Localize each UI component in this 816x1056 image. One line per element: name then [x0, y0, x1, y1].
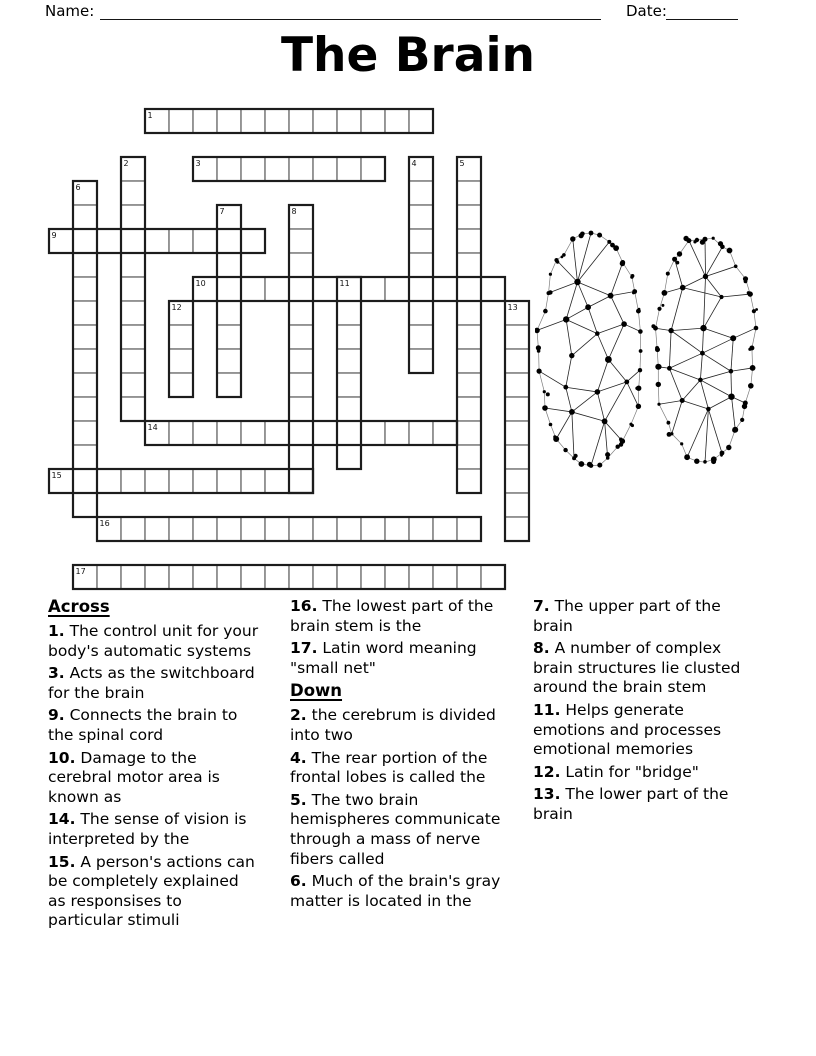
grid-cell	[121, 373, 145, 397]
grid-cell	[457, 349, 481, 373]
cell-number: 11	[339, 279, 350, 288]
grid-cell	[433, 517, 457, 541]
grid-cell	[457, 469, 481, 493]
clue-number: 1.	[48, 622, 65, 640]
grid-cell	[409, 109, 433, 133]
grid-cell	[121, 229, 145, 253]
grid-cell	[289, 373, 313, 397]
grid-cell	[337, 325, 361, 349]
grid-cell	[73, 301, 97, 325]
grid-cell	[361, 517, 385, 541]
clue-down-6: 6. Much of the brain's gray matter is located in the	[290, 872, 501, 910]
date-label: Date:	[626, 2, 667, 20]
cell-number: 1	[147, 111, 153, 120]
grid-cell	[361, 157, 385, 181]
grid-cell	[337, 565, 361, 589]
grid-cell	[121, 253, 145, 277]
grid-cell	[289, 469, 313, 493]
grid-cell	[313, 565, 337, 589]
grid-cell	[73, 445, 97, 469]
grid-cell	[457, 301, 481, 325]
grid-cell	[289, 397, 313, 421]
grid-cell	[505, 445, 529, 469]
grid-cell	[265, 565, 289, 589]
grid-cell	[457, 445, 481, 469]
grid-cell	[289, 277, 313, 301]
grid-cell	[73, 277, 97, 301]
grid-cell	[457, 325, 481, 349]
grid-cell	[337, 421, 361, 445]
cell-number: 15	[51, 471, 62, 480]
grid-cell	[289, 517, 313, 541]
grid-cell	[289, 325, 313, 349]
cell-number: 5	[459, 159, 465, 168]
page-title: The Brain	[280, 28, 536, 83]
clue-across-17: 17. Latin word meaning "small net"	[290, 639, 477, 677]
grid-cell	[481, 277, 505, 301]
clue-number: 7.	[533, 597, 550, 615]
grid-cell	[433, 565, 457, 589]
grid-cell	[505, 493, 529, 517]
grid-cell	[193, 109, 217, 133]
grid-cell	[73, 397, 97, 421]
grid-cell	[505, 325, 529, 349]
grid-cell	[169, 349, 193, 373]
grid-cell	[121, 301, 145, 325]
clue-down-11: 11. Helps generate emotions and processes emotional memories	[533, 700, 722, 759]
grid-cell	[313, 421, 337, 445]
grid-cell	[457, 205, 481, 229]
cell-number: 7	[219, 207, 225, 216]
grid-cell	[361, 277, 385, 301]
cell-number: 8	[291, 207, 297, 216]
grid-cell	[193, 565, 217, 589]
grid-cell	[145, 565, 169, 589]
grid-cell	[385, 517, 409, 541]
grid-cell	[73, 493, 97, 517]
clue-number: 2.	[290, 706, 307, 725]
grid-cell	[217, 157, 241, 181]
grid-cell	[385, 421, 409, 445]
right-hemisphere	[651, 236, 758, 464]
grid-cell	[217, 373, 241, 397]
grid-cell	[457, 517, 481, 541]
grid-cell	[505, 397, 529, 421]
grid-cell	[97, 469, 121, 493]
grid-cell	[73, 325, 97, 349]
grid-cell	[289, 229, 313, 253]
grid-cell	[505, 421, 529, 445]
across-heading: Across	[48, 597, 110, 616]
grid-cell	[433, 421, 457, 445]
grid-cell	[265, 277, 289, 301]
grid-cell	[121, 565, 145, 589]
grid-cell	[169, 421, 193, 445]
grid-cell	[409, 349, 433, 373]
clues-column-2	[290, 597, 506, 914]
grid-cell	[265, 517, 289, 541]
name-label: Name:	[45, 2, 95, 20]
grid-cell	[409, 565, 433, 589]
cell-number: 14	[147, 423, 158, 432]
grid-cell	[337, 397, 361, 421]
grid-cell	[169, 109, 193, 133]
grid-cell	[241, 565, 265, 589]
grid-cell	[481, 565, 505, 589]
grid-cell	[169, 373, 193, 397]
grid-cell	[73, 253, 97, 277]
clue-down-12: 12. Latin for "bridge"	[533, 762, 699, 781]
grid-cell	[217, 277, 241, 301]
grid-cell	[313, 109, 337, 133]
grid-cell	[409, 205, 433, 229]
grid-cell	[265, 469, 289, 493]
grid-cell	[73, 373, 97, 397]
grid-cell	[361, 109, 385, 133]
grid-cell	[193, 469, 217, 493]
grid-cell	[193, 421, 217, 445]
grid-cell	[385, 109, 409, 133]
grid-cell	[265, 421, 289, 445]
grid-cell	[169, 517, 193, 541]
name-blank-line	[100, 2, 601, 20]
grid-cell	[169, 325, 193, 349]
grid-cell	[145, 517, 169, 541]
grid-cell	[289, 349, 313, 373]
grid-cell	[313, 157, 337, 181]
grid-cell	[73, 229, 97, 253]
grid-cell	[313, 277, 337, 301]
grid-cell	[409, 301, 433, 325]
clue-across-10: 10. Damage to the cerebral motor area is known as	[48, 748, 220, 806]
clue-down-4: 4. The rear portion of the frontal lobes is called the	[290, 748, 488, 787]
grid-cell	[121, 277, 145, 301]
grid-cell	[217, 565, 241, 589]
grid-cell	[409, 229, 433, 253]
clue-number: 9.	[48, 706, 65, 725]
grid-cell	[73, 205, 97, 229]
grid-cell	[409, 325, 433, 349]
grid-cell	[289, 445, 313, 469]
grid-cell	[265, 157, 289, 181]
grid-cell	[241, 277, 265, 301]
grid-cell	[145, 469, 169, 493]
clue-number: 11.	[533, 700, 561, 719]
grid-cell	[241, 229, 265, 253]
grid-cell	[217, 325, 241, 349]
cell-number: 9	[51, 231, 57, 240]
grid-cell	[193, 517, 217, 541]
clue-down-13: 13. The lower part of the brain	[533, 785, 729, 823]
grid-cell	[361, 565, 385, 589]
grid-cell	[457, 277, 481, 301]
grid-cell	[73, 469, 97, 493]
grid-cell	[289, 421, 313, 445]
clue-across-1: 1. The control unit for your body's automatic systems	[48, 622, 259, 660]
grid-cell	[217, 253, 241, 277]
grid-cell	[217, 109, 241, 133]
grid-cell	[457, 373, 481, 397]
grid-cell	[193, 229, 217, 253]
grid-cell	[505, 469, 529, 493]
grid-cell	[337, 445, 361, 469]
clue-number: 10.	[48, 748, 76, 767]
grid-cell	[241, 109, 265, 133]
grid-cell	[457, 397, 481, 421]
grid-cell	[121, 349, 145, 373]
grid-cell	[217, 421, 241, 445]
cell-number: 4	[411, 159, 417, 168]
grid-cell	[217, 469, 241, 493]
clue-number: 5.	[290, 790, 307, 809]
cell-number: 6	[75, 183, 81, 192]
grid-cell	[409, 421, 433, 445]
cell-number: 13	[507, 303, 518, 312]
clue-number: 16.	[290, 597, 318, 615]
clue-across-16: 16. The lowest part of the brain stem is the	[290, 597, 494, 635]
clues-column-3	[533, 597, 757, 828]
grid-cell	[457, 421, 481, 445]
grid-cell	[145, 229, 169, 253]
clue-down-7: 7. The upper part of the brain	[533, 597, 721, 635]
clue-across-14: 14. The sense of vision is interpreted by the	[48, 810, 247, 848]
grid-cell	[241, 469, 265, 493]
grid-cell	[217, 301, 241, 325]
clues-column-1	[48, 597, 260, 934]
cell-number: 16	[99, 519, 110, 528]
grid-cell	[409, 253, 433, 277]
clue-down-2: 2. the cerebrum is divided into two	[290, 706, 496, 744]
grid-cell	[217, 517, 241, 541]
grid-cell	[169, 565, 193, 589]
grid-cell	[409, 517, 433, 541]
grid-cell	[217, 229, 241, 253]
grid-cell	[385, 565, 409, 589]
grid-cell	[241, 157, 265, 181]
grid-cell	[289, 157, 313, 181]
grid-cell	[313, 517, 337, 541]
brain-network-illustration	[535, 229, 765, 471]
grid-cell	[97, 565, 121, 589]
cell-number: 2	[123, 159, 129, 168]
grid-cell	[169, 469, 193, 493]
cell-number: 12	[171, 303, 182, 312]
grid-cell	[457, 229, 481, 253]
clue-across-9: 9. Connects the brain to the spinal cord	[48, 706, 238, 744]
grid-cell	[121, 181, 145, 205]
clue-down-8: 8. A number of complex brain structures lie clusted around the brain stem	[533, 639, 741, 697]
grid-cell	[337, 373, 361, 397]
grid-cell	[97, 229, 121, 253]
left-hemisphere	[535, 231, 643, 468]
clue-number: 17.	[290, 639, 318, 658]
grid-cell	[289, 109, 313, 133]
cell-number: 17	[75, 567, 86, 576]
grid-cell	[505, 349, 529, 373]
grid-cell	[241, 517, 265, 541]
clue-number: 15.	[48, 852, 76, 871]
grid-cell	[121, 205, 145, 229]
grid-cell	[169, 229, 193, 253]
grid-cell	[409, 277, 433, 301]
grid-cell	[73, 421, 97, 445]
grid-cell	[361, 421, 385, 445]
grid-cell	[121, 325, 145, 349]
clue-number: 4.	[290, 748, 307, 767]
grid-cell	[337, 301, 361, 325]
grid-cell	[289, 565, 313, 589]
grid-cell	[121, 469, 145, 493]
grid-cell	[337, 109, 361, 133]
grid-cell	[409, 181, 433, 205]
clue-across-15: 15. A person's actions can be completely explained as responsises to particular stimuli	[48, 852, 255, 930]
grid-cell	[433, 277, 457, 301]
grid-cell	[337, 157, 361, 181]
grid-cell	[505, 517, 529, 541]
clue-number: 12.	[533, 762, 561, 781]
grid-cell	[289, 253, 313, 277]
grid-cell	[217, 349, 241, 373]
grid-cell	[385, 277, 409, 301]
cell-number: 3	[195, 159, 201, 168]
clue-down-5: 5. The two brain hemispheres communicate through a mass of nerve fibers called	[290, 790, 501, 868]
grid-cell	[457, 181, 481, 205]
clue-number: 13.	[533, 785, 561, 804]
clue-across-3: 3. Acts as the switchboard for the brain	[48, 664, 255, 702]
grid-cell	[289, 301, 313, 325]
grid-cell	[241, 421, 265, 445]
clue-number: 3.	[48, 664, 65, 683]
grid-cell	[457, 565, 481, 589]
clue-number: 14.	[48, 810, 76, 829]
cell-number: 10	[195, 279, 206, 288]
grid-cell	[121, 517, 145, 541]
clue-number: 6.	[290, 872, 307, 891]
grid-cell	[337, 517, 361, 541]
grid-cell	[265, 109, 289, 133]
crossword-grid	[47, 107, 533, 593]
word-outlines	[49, 109, 529, 589]
clue-number: 8.	[533, 639, 550, 658]
grid-cell	[505, 373, 529, 397]
date-blank-line	[666, 2, 738, 20]
grid-cell	[337, 349, 361, 373]
grid-cell	[121, 397, 145, 421]
down-heading: Down	[290, 681, 343, 701]
grid-cell	[457, 253, 481, 277]
grid-cell	[73, 349, 97, 373]
